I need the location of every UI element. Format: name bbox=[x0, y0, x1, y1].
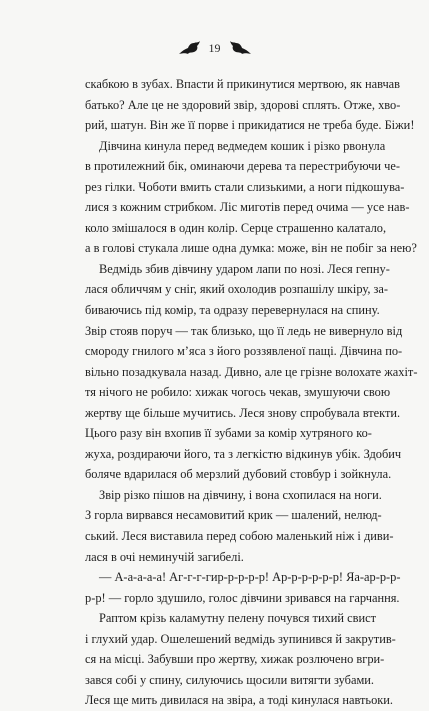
text-line: а в голові стукала лише одна думка: може, він не побіг за нею? bbox=[85, 241, 417, 256]
text-line: зався собі у спину, силуючись щосили витягти зубами. bbox=[85, 672, 375, 687]
text-line: р-р! — горло здушило, голос дівчини зривався на гарчання. bbox=[85, 590, 400, 605]
text-line: Звір різко пішов на дівчину, і вона схопилася на ноги. bbox=[99, 487, 382, 502]
text-line: Дівчина кинула перед ведмедем кошик і різко рвонула bbox=[99, 138, 386, 153]
text-line: коло змішалося в один колір. Серце страшенно калатало, bbox=[85, 220, 387, 235]
text-line: тя нічого не робило: хижак чогось чекав, змушуючи свою bbox=[85, 385, 391, 400]
text-line: рий, шатун. Він же її порве і прикидатися не треба буде. Біжи! bbox=[85, 118, 415, 133]
raven-ornament-right-icon bbox=[228, 40, 252, 56]
text-line: жуха, роздираючи його, та з легкістю відкинув убік. Здобич bbox=[85, 446, 402, 461]
text-line: лася обличчям у сніг, який охолодив розпашілу шкіру, за- bbox=[85, 282, 389, 297]
text-line: рез гілки. Чоботи вмить стали слизькими, а ноги підкошува- bbox=[85, 179, 405, 194]
page-number: 19 bbox=[208, 40, 221, 55]
text-line: лися з кожним стрибком. Ліс миготів перед очима — усе нав- bbox=[85, 200, 410, 215]
text-line: Звір стояв поруч — так близько, що її ледь не вивернуло від bbox=[85, 323, 403, 338]
text-line: і глухий удар. Ошелешений ведмідь зупинився й закрутив- bbox=[85, 631, 396, 646]
text-line: Раптом крізь каламутну пелену почувся тихий свист bbox=[99, 611, 377, 626]
text-line: Цього разу він вхопив її зубами за комір хутряного ко- bbox=[85, 426, 372, 441]
book-page-text bbox=[85, 74, 418, 711]
text-line: лася в очі неминучій загибелі. bbox=[85, 549, 244, 564]
text-line: вільно позадкувала назад. Дивно, але це грізне волохате жахіт- bbox=[85, 364, 418, 379]
text-line: ський. Леся виставила перед собою маленький ніж і диви- bbox=[85, 529, 394, 544]
text-line: — А-а-а-а-а! Аг-г-г-гир-р-р-р-р! Ар-р-р-р-р-р! Яа-ар-р-р- bbox=[99, 570, 401, 585]
raven-ornament-left-icon bbox=[178, 40, 202, 56]
text-line: скабкою в зубах. Впасти й прикинутися мертвою, як навчав bbox=[85, 77, 401, 91]
text-line: Леся ще мить дивилася на звіра, а тоді кинулася навтьоки. bbox=[85, 693, 394, 708]
text-line: Ведмідь збив дівчину ударом лапи по нозі. Леся гепну- bbox=[99, 261, 390, 276]
text-line: З горла вирвався несамовитий крик — шалений, нелюд- bbox=[85, 508, 382, 523]
text-line: в протилежний бік, оминаючи дерева та перестрибуючи че- bbox=[85, 159, 400, 174]
text-line: ся на місці. Забувши про жертву, хижак розлючено вгри- bbox=[85, 652, 385, 667]
text-line: жертву ще більше мучитись. Леся знову спробувала втекти. bbox=[85, 405, 401, 420]
text-line: батько? Але це не здоровий звір, здорові сплять. Отже, хво- bbox=[85, 97, 401, 112]
text-line: биваючись під комір, та одразу перевернулася на спину. bbox=[85, 303, 380, 318]
page-header bbox=[0, 40, 429, 56]
text-line: смороду гнилого м’яса з його роззявленої пащі. Дівчина по- bbox=[85, 344, 403, 359]
text-line: боляче вдарилася об мерзлий дубовий стовбур і зойкнула. bbox=[85, 467, 392, 482]
